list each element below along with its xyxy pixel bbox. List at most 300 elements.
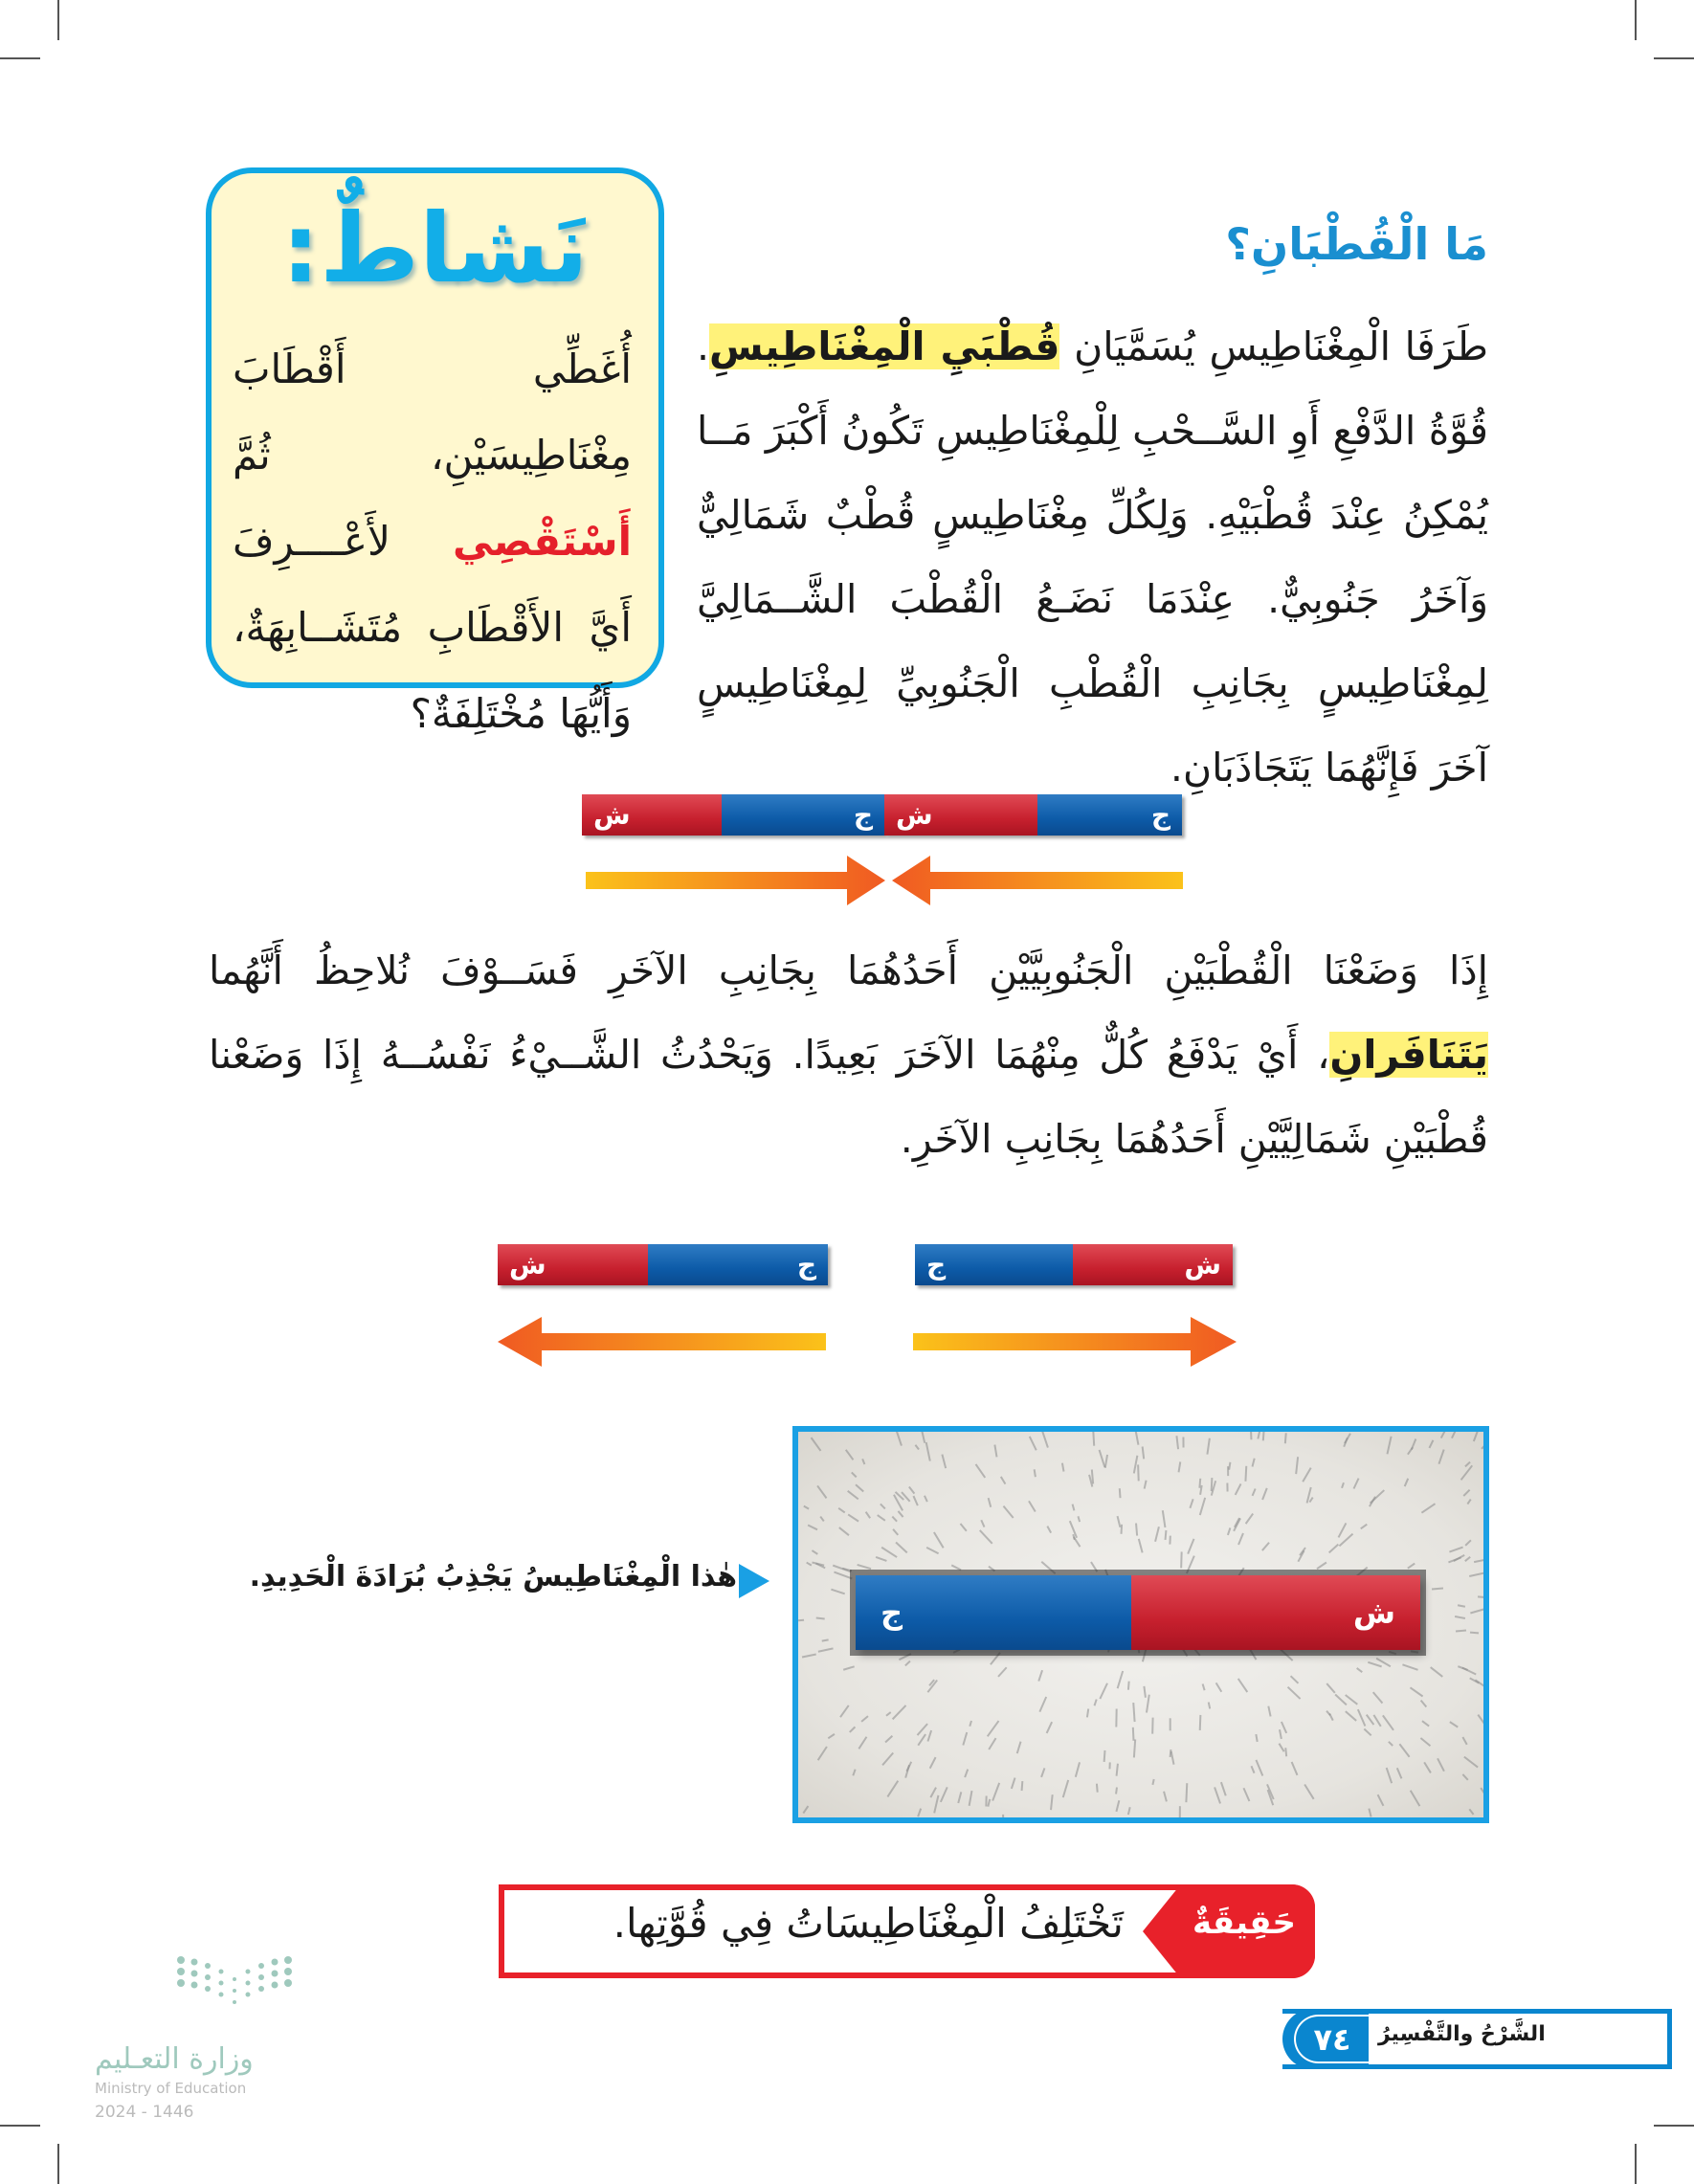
iron-filing <box>1481 1788 1489 1800</box>
activity-text <box>233 326 632 757</box>
iron-filing <box>1050 1794 1054 1810</box>
arrow-left-icon <box>498 1317 826 1367</box>
iron-filing <box>1420 1700 1427 1707</box>
iron-filing <box>1473 1559 1484 1563</box>
north-pole <box>1073 1244 1233 1285</box>
highlight-term: يَتَنَافَرانِ <box>1329 1032 1488 1078</box>
iron-filing <box>1255 1760 1263 1776</box>
iron-filing <box>1290 1675 1299 1683</box>
iron-filing <box>988 1498 992 1507</box>
iron-filing <box>1242 1788 1250 1801</box>
iron-filing <box>892 1705 906 1719</box>
iron-filing <box>1423 1762 1432 1773</box>
iron-filing <box>1462 1489 1469 1496</box>
iron-filing <box>1372 1691 1384 1704</box>
activity-title: نَشاطٌ: <box>281 192 589 304</box>
iron-filing <box>1302 1467 1311 1482</box>
iron-filing <box>1061 1463 1065 1473</box>
text: إِذَا وَضَعْنَا الْقُطْبَيْنِ الْجَنُوبِيَّيْنِ أَحَدُهُمَا بِجَانِبِ الآخَرِ فَسَــوْفَ نُلاحِظُ أَنَّهُما <box>209 947 1488 993</box>
iron-filing <box>1227 1466 1229 1476</box>
iron-filing <box>928 1757 936 1770</box>
arrow-left-icon <box>892 856 1183 905</box>
iron-filing <box>1144 1480 1148 1489</box>
iron-filing <box>1135 1523 1138 1535</box>
iron-filing <box>1250 1432 1252 1440</box>
iron-filing <box>798 1619 804 1622</box>
iron-filings-photo <box>792 1426 1489 1823</box>
iron-filing <box>1115 1763 1118 1775</box>
iron-filing <box>882 1751 895 1765</box>
iron-filing <box>1189 1499 1193 1508</box>
caption-pointer-icon <box>739 1562 771 1600</box>
iron-filing <box>880 1503 885 1508</box>
iron-filing <box>1304 1784 1315 1799</box>
iron-filing <box>1261 1487 1267 1500</box>
iron-filing <box>885 1711 891 1717</box>
iron-filing <box>1099 1683 1108 1700</box>
iron-filing <box>893 1529 899 1536</box>
iron-filing <box>1465 1539 1472 1546</box>
iron-filing <box>1345 1711 1357 1722</box>
iron-filing <box>1251 1458 1255 1466</box>
iron-filing <box>1469 1678 1480 1684</box>
iron-filing <box>1165 1530 1168 1540</box>
iron-filing <box>990 1652 1001 1665</box>
iron-filing <box>1020 1781 1023 1791</box>
iron-filing <box>1352 1478 1359 1489</box>
iron-filing <box>1015 1742 1021 1754</box>
iron-filing <box>1116 1708 1118 1727</box>
iron-filing <box>1137 1465 1140 1482</box>
iron-filing <box>1341 1482 1345 1488</box>
iron-filing <box>1262 1427 1265 1441</box>
iron-filing <box>1040 1561 1056 1574</box>
iron-filing <box>887 1780 899 1797</box>
iron-filing <box>1179 1806 1181 1823</box>
iron-filing <box>839 1705 849 1717</box>
iron-filing <box>1163 1792 1168 1802</box>
iron-filing <box>1284 1748 1287 1757</box>
attraction-arrows <box>584 854 1187 907</box>
iron-filing <box>1180 1552 1183 1569</box>
iron-filing <box>1402 1663 1417 1670</box>
activity-keyword: أَسْتَقْصِي <box>453 518 632 565</box>
photo-caption <box>250 1560 737 1593</box>
iron-filing <box>845 1450 854 1461</box>
iron-filing <box>1116 1516 1121 1527</box>
iron-filing <box>1199 1715 1202 1730</box>
iron-filing <box>1109 1763 1111 1770</box>
crop-mark <box>1635 2144 1637 2184</box>
fact-box <box>499 1884 1315 1978</box>
arrow-right-icon <box>586 856 885 905</box>
iron-filing <box>1119 1488 1122 1498</box>
crop-mark <box>1654 57 1694 59</box>
text: . قُوَّةُ الدَّفْعِ أَوِ السَّــحْبِ لِلْمِغْنَاطِيسِ تَكُونُ أَكْبَرَ مَــا يُمْكِنُ عِنْدَ قُطْبَيْهِ. وَلِكُلِّ مِغْنَاطِيسٍ قُطْبٌ شَمَالِيٌّ وَآخَرُ جَنُوبِيٌّ. عِنْدَمَا نَضَـعُ الْقُطْبَ الشَّــمَالِيَّ لِمِغْنَاطِيسٍ بِجَانِبِ الْقُطْبِ الْجَنُوبِيِّ لِمِغْنَاطِيسٍ آخَرَ فَإِنَّهُمَا يَتَجَاذَبَانِ. <box>697 323 1488 791</box>
iron-filing <box>994 1444 998 1457</box>
iron-filing <box>1115 1787 1118 1794</box>
iron-filing <box>1186 1556 1195 1574</box>
iron-filing <box>855 1484 863 1493</box>
iron-filing <box>1062 1779 1069 1797</box>
iron-filing <box>1258 1429 1261 1439</box>
iron-filing <box>912 1495 918 1505</box>
north-pole <box>498 1244 648 1285</box>
iron-filing <box>1151 1717 1153 1733</box>
iron-filing <box>942 1455 947 1469</box>
iron-filing <box>812 1549 818 1554</box>
iron-filing <box>1133 1740 1136 1758</box>
iron-filing <box>821 1638 828 1641</box>
iron-filing <box>1237 1678 1248 1692</box>
iron-filing <box>802 1653 816 1658</box>
fact-label: حَقِيقَةٌ <box>1192 1904 1296 1942</box>
iron-filing <box>1451 1429 1457 1438</box>
magnet-left <box>498 1244 828 1285</box>
iron-filing <box>851 1472 857 1478</box>
iron-filing <box>1154 1527 1160 1542</box>
iron-filing <box>933 1531 945 1549</box>
iron-filing <box>895 1429 903 1446</box>
iron-filing <box>808 1525 817 1530</box>
iron-filing <box>1000 1477 1006 1484</box>
iron-filing <box>1215 1683 1222 1692</box>
iron-filing <box>1396 1768 1403 1779</box>
iron-filing <box>1098 1450 1105 1468</box>
iron-filing <box>865 1511 871 1519</box>
iron-filing <box>1169 1719 1170 1731</box>
iron-filing <box>857 1563 871 1569</box>
iron-filing <box>980 1530 993 1545</box>
page-number: ٧٤ <box>1294 2015 1369 2063</box>
iron-filing <box>1086 1708 1089 1717</box>
iron-filing <box>858 1736 867 1749</box>
iron-filing <box>1295 1456 1299 1473</box>
iron-filing <box>1002 1815 1004 1820</box>
iron-filing <box>904 1765 910 1778</box>
iron-filing <box>1455 1616 1465 1619</box>
crop-mark <box>0 57 40 59</box>
south-pole <box>856 1575 1131 1650</box>
iron-filing <box>1468 1809 1474 1816</box>
iron-filing <box>1037 1670 1043 1682</box>
iron-filing <box>892 1516 898 1523</box>
crop-mark <box>1654 2125 1694 2127</box>
iron-filing <box>1199 1498 1206 1516</box>
iron-filing <box>837 1527 849 1536</box>
iron-filing <box>1328 1544 1339 1553</box>
iron-filing <box>1338 1523 1348 1538</box>
iron-filing <box>1245 1513 1254 1524</box>
iron-filing <box>1373 1714 1382 1727</box>
iron-filing <box>843 1665 855 1670</box>
crop-mark <box>57 2144 59 2184</box>
iron-filing <box>817 1485 828 1499</box>
iron-filing <box>1226 1483 1228 1492</box>
iron-filing <box>1281 1722 1287 1734</box>
iron-filing <box>828 1733 835 1739</box>
iron-filing <box>1134 1428 1139 1445</box>
iron-filing <box>1132 1703 1135 1722</box>
iron-filing <box>1440 1429 1447 1438</box>
south-pole <box>915 1244 1073 1285</box>
iron-filing <box>1046 1721 1053 1732</box>
pole-label: ش <box>509 1249 546 1281</box>
iron-filing <box>1143 1686 1147 1699</box>
north-pole <box>582 794 722 836</box>
iron-filing <box>1438 1449 1444 1464</box>
iron-filing <box>1278 1743 1284 1752</box>
iron-filing <box>924 1495 928 1502</box>
pole-label: ش <box>896 799 933 831</box>
iron-filing <box>1317 1562 1327 1570</box>
iron-filing <box>1210 1478 1213 1491</box>
iron-filing <box>1182 1437 1184 1447</box>
pole-label: ش <box>1352 1594 1395 1631</box>
iron-filing <box>818 1648 834 1653</box>
ministry-name-en: Ministry of Education <box>95 2080 247 2097</box>
iron-filing <box>898 1510 904 1517</box>
iron-filing <box>1407 1562 1415 1569</box>
iron-filing <box>881 1547 898 1558</box>
iron-filing <box>964 1770 969 1778</box>
iron-filing <box>1267 1706 1271 1717</box>
iron-filing <box>847 1514 858 1523</box>
iron-filing <box>917 1809 922 1817</box>
iron-filing <box>919 1426 925 1443</box>
iron-filing <box>1235 1483 1242 1496</box>
iron-filing <box>1162 1510 1167 1527</box>
caption-text: هٰذا الْمِغْنَاطِيسُ يَجْذِبُ بُرَادَةَ الْحَدِيدِ. <box>249 1560 737 1593</box>
iron-filing <box>1363 1728 1371 1736</box>
iron-filing <box>1470 1631 1479 1634</box>
iron-filing <box>927 1730 933 1742</box>
iron-filing <box>1116 1800 1121 1812</box>
iron-filing <box>1202 1684 1206 1692</box>
iron-filing <box>969 1721 972 1727</box>
iron-filing <box>1456 1630 1467 1633</box>
iron-filing <box>1403 1479 1408 1487</box>
iron-filing <box>1141 1649 1146 1661</box>
iron-filing <box>1279 1729 1282 1739</box>
iron-filing <box>933 1795 939 1814</box>
iron-filing <box>1466 1498 1471 1504</box>
south-pole <box>1037 794 1182 836</box>
iron-filing <box>1039 1696 1048 1712</box>
iron-filing <box>1132 1727 1135 1741</box>
iron-filing <box>1411 1650 1418 1653</box>
iron-filing <box>951 1565 961 1571</box>
iron-filing <box>1471 1608 1488 1615</box>
south-pole <box>722 794 884 836</box>
iron-filing <box>1127 1807 1131 1815</box>
iron-filing <box>1450 1721 1460 1727</box>
paragraph-attraction <box>697 304 1488 810</box>
iron-filing <box>1290 1762 1298 1776</box>
iron-filing <box>1326 1683 1335 1694</box>
iron-filing <box>1092 1429 1095 1445</box>
pole-label: ج <box>1150 799 1170 831</box>
iron-filing <box>1116 1670 1123 1688</box>
iron-filing <box>1075 1762 1081 1777</box>
iron-filing <box>1370 1489 1385 1504</box>
iron-filing <box>837 1507 845 1513</box>
iron-filing <box>1177 1461 1181 1472</box>
text: طَرَفَا الْمِغْنَاطِيسِ يُسَمَّيَانِ <box>1059 323 1488 369</box>
iron-filing <box>998 1666 1008 1677</box>
iron-filing <box>1457 1605 1464 1608</box>
iron-filing <box>1368 1661 1381 1667</box>
ministry-logo-dots-icon <box>171 1950 420 2017</box>
iron-filing <box>925 1442 931 1461</box>
iron-filing <box>1421 1504 1436 1514</box>
north-pole <box>1131 1575 1420 1650</box>
iron-filing <box>963 1732 969 1746</box>
iron-filing <box>1220 1782 1227 1795</box>
iron-filing <box>1215 1787 1222 1804</box>
iron-filing <box>940 1787 948 1802</box>
iron-filing <box>1141 1446 1144 1459</box>
iron-filing <box>1028 1501 1036 1512</box>
iron-filing <box>1186 1783 1189 1802</box>
iron-filing <box>1227 1527 1232 1535</box>
iron-filing <box>1464 1556 1471 1562</box>
iron-filing <box>1357 1709 1367 1727</box>
iron-filing <box>1034 1469 1036 1478</box>
iron-filing <box>992 1782 1001 1800</box>
iron-filing <box>1386 1768 1393 1783</box>
iron-filing <box>1469 1571 1487 1577</box>
iron-filing <box>988 1737 996 1749</box>
iron-filing <box>1170 1536 1171 1545</box>
pole-label: ج <box>853 799 873 831</box>
iron-filing <box>1244 1466 1247 1482</box>
iron-filing <box>802 1806 809 1815</box>
pole-label: ج <box>796 1249 816 1281</box>
iron-filing <box>1461 1736 1467 1745</box>
iron-filing <box>1430 1666 1443 1677</box>
iron-filing <box>853 1769 857 1775</box>
crop-mark <box>57 0 59 40</box>
pole-label: ش <box>1184 1249 1221 1281</box>
iron-filing <box>926 1546 940 1553</box>
iron-filing <box>980 1520 985 1527</box>
iron-filing <box>929 1787 937 1798</box>
iron-filing <box>1284 1434 1287 1444</box>
north-pole <box>884 794 1037 836</box>
iron-filing <box>1003 1505 1014 1518</box>
iron-filing <box>975 1463 986 1478</box>
iron-filing <box>1095 1784 1098 1793</box>
iron-filing <box>1460 1465 1473 1481</box>
iron-filing <box>1462 1773 1469 1781</box>
iron-filing <box>1387 1436 1393 1454</box>
iron-filing <box>1208 1703 1211 1709</box>
iron-filing <box>899 1653 911 1660</box>
iron-filing <box>1308 1496 1313 1502</box>
iron-filing <box>884 1735 892 1743</box>
iron-filing <box>1483 1513 1489 1522</box>
iron-filing <box>1250 1766 1255 1773</box>
crop-mark <box>0 2125 40 2127</box>
iron-filing <box>1461 1666 1476 1675</box>
iron-filing <box>1040 1768 1045 1777</box>
fact-text: تَخْتَلِفُ الْمِغْنَاطِيسَاتُ فِي قُوَّتِها. <box>613 1900 1124 1947</box>
iron-filing <box>1206 1438 1210 1455</box>
iron-filing <box>957 1792 962 1803</box>
iron-filing <box>861 1716 869 1723</box>
iron-filing <box>960 1524 968 1532</box>
iron-filing <box>1437 1758 1445 1772</box>
iron-filing <box>1398 1743 1410 1757</box>
iron-filing <box>1411 1438 1416 1450</box>
iron-filing <box>1077 1516 1081 1523</box>
iron-filing <box>847 1490 858 1500</box>
iron-filing <box>1138 1539 1144 1553</box>
iron-filing <box>1410 1790 1421 1807</box>
text: ، أَيْ يَدْفَعُ كُلٌّ مِنْهُمَا الآخَرَ بَعِيدًا. وَيَحْدُثُ الشَّــيْءُ نَفْسُــهُ إِذَا وَضَعْنا قُطْبَيْنِ شَمَالِيَّيْنِ أَحَدُهُمَا بِجَانِبِ الآخَرِ. <box>209 1032 1488 1162</box>
iron-filing <box>1463 1756 1478 1768</box>
iron-filing <box>1151 1778 1154 1784</box>
iron-filing <box>896 1542 908 1553</box>
iron-filing <box>811 1437 822 1452</box>
iron-filing <box>820 1516 825 1522</box>
iron-filing <box>831 1589 845 1595</box>
iron-filing <box>988 1566 995 1571</box>
iron-filing <box>1344 1434 1351 1444</box>
iron-filing <box>878 1514 886 1521</box>
photo-magnet <box>856 1575 1420 1650</box>
iron-filing <box>1389 1650 1396 1654</box>
iron-filing <box>817 1746 828 1760</box>
iron-filing <box>1478 1714 1488 1727</box>
iron-filing <box>917 1724 928 1736</box>
highlight-term: قُطْبَيِ الْمِغْنَاطِيسِ <box>709 323 1060 369</box>
section-heading: مَا الْقُطْبَانِ؟ <box>1225 218 1488 270</box>
activity-text-part: أُغَطِّي أَقْطَابَ مِغْنَاطِيسَيْنِ، ثُمَّ <box>233 345 632 479</box>
iron-filing <box>1410 1686 1424 1697</box>
iron-filing <box>1011 1777 1015 1789</box>
page-tab <box>1282 2009 1672 2069</box>
iron-filing <box>1028 1436 1036 1451</box>
magnet-right <box>915 1244 1233 1285</box>
iron-filing <box>905 1660 911 1666</box>
iron-filing <box>1287 1686 1302 1700</box>
paragraph-repulsion <box>209 928 1488 1181</box>
iron-filing <box>1369 1808 1372 1816</box>
iron-filing <box>1255 1734 1258 1742</box>
pole-label: ش <box>593 799 631 831</box>
iron-filing <box>1432 1587 1443 1590</box>
iron-filing <box>1041 1431 1049 1448</box>
section-label: الشَّرْحُ والتَّفْسِيرُ <box>1378 2022 1546 2046</box>
iron-filing <box>1428 1439 1434 1448</box>
iron-filing <box>1046 1526 1052 1533</box>
iron-filing <box>1356 1667 1363 1673</box>
magnet-left <box>582 794 884 836</box>
iron-filing <box>908 1486 915 1494</box>
iron-filing <box>1449 1547 1463 1553</box>
ministry-logo <box>95 1950 344 2122</box>
iron-filing <box>1360 1524 1368 1529</box>
iron-filing <box>1448 1556 1461 1563</box>
iron-filing <box>1261 1542 1270 1550</box>
magnet-right <box>884 794 1182 836</box>
iron-filing <box>1072 1504 1076 1510</box>
iron-filing <box>1251 1488 1256 1496</box>
iron-filing <box>1170 1751 1175 1765</box>
iron-filing <box>1478 1595 1489 1598</box>
